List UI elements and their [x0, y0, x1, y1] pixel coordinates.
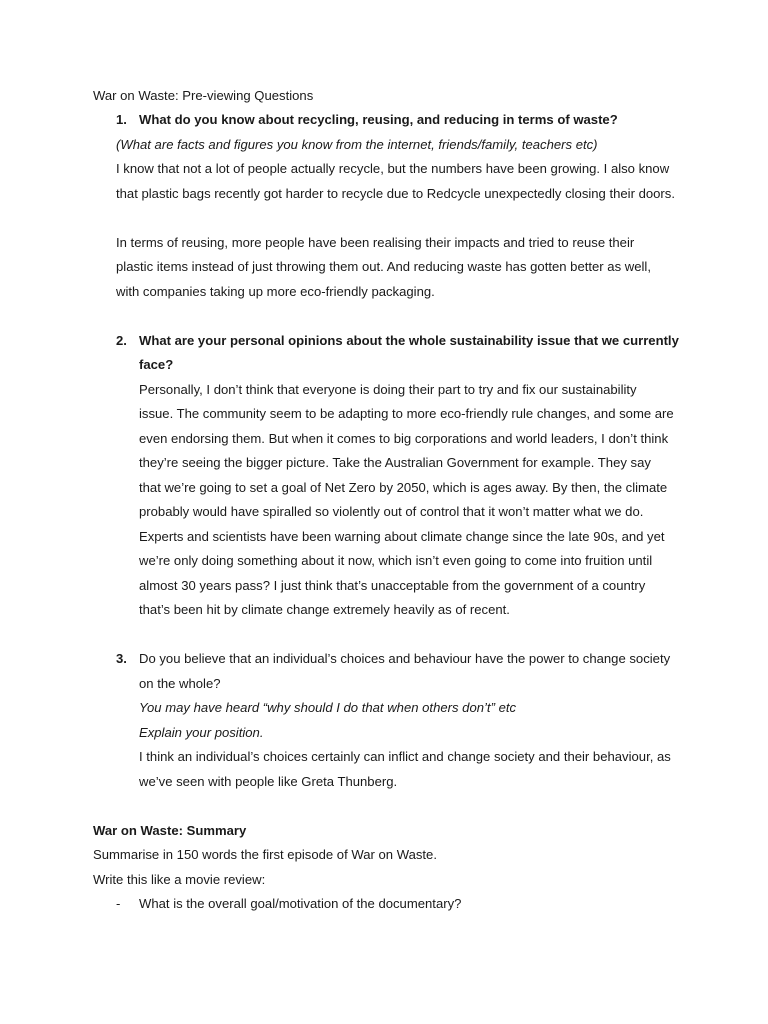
answer-2-line: that’s been hit by climate change extremely heavily as of recent. [139, 602, 510, 617]
question-2-text: What are your personal opinions about the whole sustainability issue that we currently [139, 333, 679, 348]
answer-1-line: with companies taking up more eco-friendly packaging. [116, 284, 435, 299]
answer-1-line: I know that not a lot of people actually recycle, but the numbers have been growing. I also know [116, 161, 670, 176]
summary-instruction: Summarise in 150 words the first episode of War on Waste. [93, 847, 437, 862]
answer-2-line: we’re only doing something about it now, which isn’t even going to come into fruition until [139, 553, 653, 568]
answer-2-line: issue. The community seem to be adapting to more eco-friendly rule changes, and some are [139, 406, 674, 421]
answer-1-line: plastic items instead of just throwing them out. And reducing waste has gotten better as well, [116, 259, 651, 274]
question-3-hint: You may have heard “why should I do that when others don’t” etc [139, 700, 517, 715]
answer-2-line: that we’re going to set a goal of Net Zero by 2050, which is ages away. By then, the climate [139, 480, 668, 495]
question-2-number: 2. [116, 333, 127, 348]
question-2-text: face? [139, 357, 174, 372]
question-1-hint: (What are facts and figures you know from the internet, friends/family, teachers etc) [116, 137, 598, 152]
question-1-number: 1. [116, 112, 127, 127]
answer-2-line: almost 30 years pass? I just think that’s unacceptable from the government of a country [139, 578, 646, 593]
answer-2-line: even endorsing them. But when it comes to big corporations and world leaders, I don’t think [139, 431, 669, 446]
answer-2-line: Personally, I don’t think that everyone is doing their part to try and fix our sustainability [139, 382, 637, 397]
question-3-hint: Explain your position. [139, 725, 264, 740]
answer-2-line: they’re seeing the bigger picture. Take the Australian Government for example. They say [139, 455, 651, 470]
answer-1-line: that plastic bags recently got harder to recycle due to Redcycle unexpectedly closing their doors. [116, 186, 675, 201]
question-3-text: Do you believe that an individual’s choices and behaviour have the power to change society [139, 651, 671, 666]
summary-instruction: Write this like a movie review: [93, 872, 266, 887]
answer-3-line: I think an individual’s choices certainly can inflict and change society and their behaviour, as [139, 749, 671, 764]
answer-3-line: we’ve seen with people like Greta Thunberg. [139, 774, 398, 789]
answer-1-line: In terms of reusing, more people have been realising their impacts and tried to reuse their [116, 235, 635, 250]
bullet-item: What is the overall goal/motivation of the documentary? [139, 896, 462, 911]
answer-2-line: probably would have spiralled so violently out of control that it won’t matter what we do. [139, 504, 644, 519]
answer-2-line: Experts and scientists have been warning about climate change since the late 90s, and yet [139, 529, 665, 544]
question-1-text: What do you know about recycling, reusing, and reducing in terms of waste? [139, 112, 618, 127]
section-title-summary: War on Waste: Summary [93, 823, 247, 838]
question-3-number: 3. [116, 651, 127, 666]
question-3-text: on the whole? [139, 676, 221, 691]
bullet-dash: - [116, 896, 121, 911]
section-title-pre-viewing: War on Waste: Pre-viewing Questions [93, 88, 314, 103]
